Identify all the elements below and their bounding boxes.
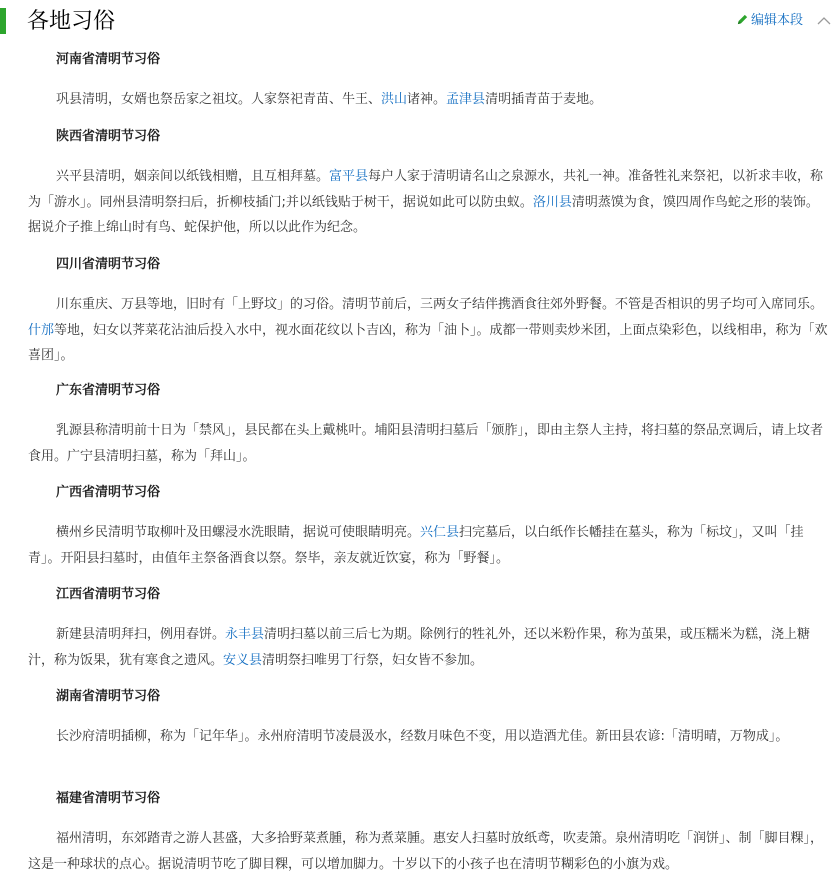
paragraph-text: 诸神。 (407, 92, 447, 107)
paragraph-text: 长沙府清明插柳，称为「记年华」。永州府清明节凌晨汲水，经数月味色不变，用以造酒尤佳。新田县农谚:「清明晴，万物成」。 (56, 729, 789, 744)
region-heading: 广东省清明节习俗 (56, 383, 161, 398)
region-heading: 陕西省清明节习俗 (56, 129, 161, 144)
paragraph-text: 巩县清明，女婿也祭岳家之祖坟。人家祭祀青苗、牛王、 (56, 92, 382, 107)
edit-section-button[interactable] (736, 11, 803, 31)
region-heading: 江西省清明节习俗 (56, 587, 161, 602)
paragraph-text: 清明祭扫唯男丁行祭，妇女皆不参加。 (262, 652, 484, 668)
region-paragraph (28, 164, 828, 241)
region-heading: 福建省清明节习俗 (56, 791, 161, 806)
region-paragraph (28, 622, 828, 673)
paragraph-text: 清明插青苗于麦地。 (485, 92, 603, 107)
paragraph-text: 新建县清明拜扫，例用春饼。 (56, 627, 226, 642)
region-paragraph (28, 292, 828, 369)
paragraph-text: 清明扫墓以前三后七为期。除例行的牲礼外，还以米粉作果，称为茧果，或压糯米为糕，浇上糖汁，称为饭果，犹有寒食之遗风。 (28, 627, 811, 668)
edit-section-label: 编辑本段 (751, 13, 804, 28)
paragraph-text: 扫完墓后，以白纸作长幡挂在墓头，称为「标坟」，又叫「挂青」。开阳县扫墓时，由值年主祭备酒食以祭。祭毕，亲友就近饮宴，称为「野餐」。 (28, 525, 804, 566)
paragraph-text: 等地，妇女以荠菜花沾油后投入水中，视水面花纹以卜吉凶，称为「油卜」。成都一带则卖炒米团，上面点染彩色，以线相串，称为「欢喜团」。 (28, 322, 828, 363)
paragraph-text: 每户人家于清明请名山之泉源水，共礼一神。准备牲礼来祭祀，以祈求丰收，称为「游水」。同州县清明祭扫后，折柳枝插门;并以纸钱贴于树干，据说如此可以防虫蚁。 (28, 169, 824, 210)
place-link[interactable]: 什邡 (28, 322, 55, 338)
section-title: 各地习俗 (27, 9, 116, 34)
place-link[interactable]: 永丰县 (225, 627, 265, 642)
region-paragraph (28, 418, 828, 469)
place-link[interactable]: 洛川县 (532, 194, 572, 210)
region-paragraph (28, 826, 828, 877)
paragraph-text: 兴平县清明，姻亲间以纸钱相赠，且互相拜墓。 (56, 169, 330, 184)
section-accent-bar (0, 8, 6, 34)
place-link[interactable]: 兴仁县 (420, 525, 460, 540)
section-header (0, 0, 838, 44)
region-paragraph (28, 87, 828, 113)
paragraph-text: 乳源县称清明前十日为「禁风」，县民都在头上戴桃叶。埔阳县清明扫墓后「颁胙」，即由主祭人主持，将扫墓的祭品烹调后，请上坟者食用。广宁县清明扫墓，称为「拜山」。 (28, 423, 824, 464)
region-heading: 湖南省清明节习俗 (56, 689, 161, 704)
pencil-icon (736, 13, 749, 26)
place-link[interactable]: 安义县 (223, 652, 263, 668)
place-link[interactable]: 富平县 (329, 169, 369, 184)
paragraph-text: 清明蒸馍为食，馍四周作鸟蛇之形的装饰。据说介子推上绵山时有鸟、蛇保护他，所以以此作为纪念。 (28, 194, 819, 235)
region-heading: 四川省清明节习俗 (56, 257, 161, 272)
place-link[interactable]: 孟津县 (446, 92, 486, 107)
paragraph-text: 福州清明，东郊踏青之游人甚盛，大多拾野菜煮腫，称为煮菜腫。惠安人扫墓时放纸鸢，吹麦箫。泉州清明吃「润饼」、制「脚目粿」，这是一种球状的点心。据说清明节吃了脚目粿，可以增加脚力。十岁以下的小孩子也在清明节糊彩色的小旗为戏。 (28, 831, 824, 872)
region-heading: 河南省清明节习俗 (56, 52, 161, 67)
paragraph-text: 横州乡民清明节取柳叶及田螺浸水洗眼睛，据说可使眼睛明亮。 (56, 525, 421, 540)
region-heading: 广西省清明节习俗 (56, 485, 161, 500)
place-link[interactable]: 洪山 (381, 92, 408, 107)
collapse-chevron-icon[interactable] (815, 12, 833, 30)
paragraph-text: 川东重庆、万县等地，旧时有「上野坟」的习俗。清明节前后，三两女子结伴携酒食往郊外野餐。不管是否相识的男子均可入席同乐。 (56, 297, 824, 312)
region-paragraph (28, 724, 828, 750)
region-paragraph (28, 520, 828, 571)
